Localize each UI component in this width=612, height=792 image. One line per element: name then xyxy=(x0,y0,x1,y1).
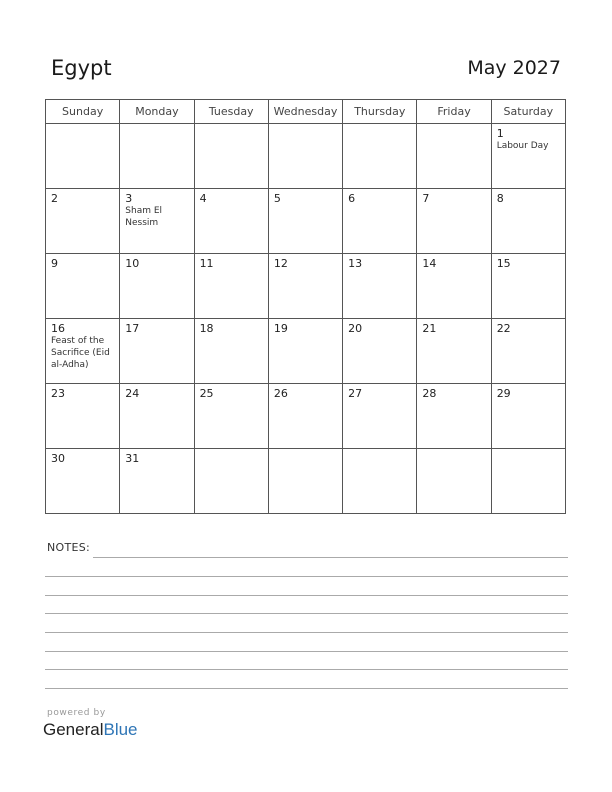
day-cell xyxy=(343,319,417,384)
day-cell xyxy=(268,319,342,384)
generalblue-logo[interactable] xyxy=(43,720,138,740)
calendar-week-row xyxy=(46,124,566,189)
day-number: 8 xyxy=(496,192,504,205)
day-cell xyxy=(417,124,491,189)
day-cell xyxy=(120,189,194,254)
note-line xyxy=(45,669,568,670)
day-number: 28 xyxy=(422,387,437,400)
note-line xyxy=(45,688,568,689)
day-number: 5 xyxy=(273,192,281,205)
powered-by-text: powered by xyxy=(47,708,106,718)
day-number: 30 xyxy=(51,452,65,465)
day-number: 18 xyxy=(199,322,214,335)
day-number: 19 xyxy=(273,322,288,335)
day-cell xyxy=(491,449,565,514)
logo-blue-text: Blue xyxy=(103,720,138,739)
day-cell xyxy=(343,189,417,254)
day-cell xyxy=(120,124,194,189)
holiday-label: Sham El Nessim xyxy=(125,206,163,228)
day-number: 23 xyxy=(51,387,65,400)
day-number: 6 xyxy=(348,192,356,205)
day-cell xyxy=(268,384,342,449)
day-number: 2 xyxy=(51,192,58,205)
day-cell xyxy=(46,449,120,514)
day-number: 14 xyxy=(422,257,437,270)
day-number: 25 xyxy=(199,387,214,400)
holiday-label: Feast of the Sacrifice (Eid al-Adha) xyxy=(51,336,110,370)
day-cell xyxy=(194,319,268,384)
day-cell xyxy=(194,449,268,514)
day-cell xyxy=(194,189,268,254)
day-number: 24 xyxy=(125,387,140,400)
day-cell xyxy=(491,384,565,449)
day-cell xyxy=(268,449,342,514)
day-number: 9 xyxy=(51,257,58,270)
calendar-week-row xyxy=(46,189,566,254)
weekday-header: Monday xyxy=(120,100,194,124)
day-number: 7 xyxy=(422,192,430,205)
day-number: 22 xyxy=(496,322,511,335)
note-line xyxy=(45,576,568,577)
note-line xyxy=(45,613,568,614)
day-number: 4 xyxy=(199,192,207,205)
day-cell xyxy=(417,254,491,319)
day-cell xyxy=(268,124,342,189)
month-title: May 2027 xyxy=(467,57,561,79)
day-cell xyxy=(194,254,268,319)
day-number: 20 xyxy=(348,322,363,335)
day-number: 12 xyxy=(273,257,288,270)
day-cell xyxy=(194,384,268,449)
day-number: 10 xyxy=(125,257,140,270)
country-title: Egypt xyxy=(51,56,112,80)
day-number: 13 xyxy=(348,257,363,270)
day-cell xyxy=(417,449,491,514)
day-number: 17 xyxy=(125,322,140,335)
day-number: 31 xyxy=(125,452,140,465)
day-cell xyxy=(120,449,194,514)
day-cell xyxy=(46,319,120,384)
note-line xyxy=(45,651,568,652)
day-cell xyxy=(46,189,120,254)
weekday-header: Friday xyxy=(417,100,491,124)
note-line xyxy=(45,632,568,633)
weekday-header: Sunday xyxy=(46,100,120,124)
day-cell xyxy=(491,319,565,384)
day-cell xyxy=(417,384,491,449)
day-number: 29 xyxy=(496,387,511,400)
note-line xyxy=(45,595,568,596)
day-cell xyxy=(417,189,491,254)
calendar-week-row xyxy=(46,319,566,384)
day-cell xyxy=(491,124,565,189)
day-cell xyxy=(417,319,491,384)
day-number: 16 xyxy=(51,322,65,335)
calendar-week-row xyxy=(46,254,566,319)
day-cell xyxy=(343,254,417,319)
day-cell xyxy=(46,384,120,449)
day-number: 27 xyxy=(348,387,363,400)
day-cell xyxy=(194,124,268,189)
logo-general-text: General xyxy=(43,720,104,739)
calendar-week-row xyxy=(46,384,566,449)
day-number: 1 xyxy=(496,127,504,140)
holiday-label: Labour Day xyxy=(496,141,549,151)
day-cell xyxy=(343,449,417,514)
day-number: 26 xyxy=(273,387,288,400)
day-cell xyxy=(343,384,417,449)
day-number: 21 xyxy=(422,322,437,335)
day-cell xyxy=(120,384,194,449)
day-cell xyxy=(491,189,565,254)
day-cell xyxy=(343,124,417,189)
weekday-header: Wednesday xyxy=(268,100,342,124)
day-cell xyxy=(46,254,120,319)
weekday-header-row xyxy=(46,100,566,124)
weekday-header: Saturday xyxy=(491,100,565,124)
day-cell xyxy=(46,124,120,189)
day-number: 3 xyxy=(125,192,133,205)
calendar-grid xyxy=(45,99,566,514)
calendar-week-row xyxy=(46,449,566,514)
weekday-header: Thursday xyxy=(343,100,417,124)
day-number: 11 xyxy=(199,257,214,270)
day-number: 15 xyxy=(496,257,511,270)
notes-label: NOTES: xyxy=(47,541,91,554)
day-cell xyxy=(491,254,565,319)
day-cell xyxy=(120,254,194,319)
day-cell xyxy=(268,254,342,319)
weekday-header: Tuesday xyxy=(194,100,268,124)
day-cell xyxy=(120,319,194,384)
day-cell xyxy=(268,189,342,254)
note-line xyxy=(93,557,568,558)
